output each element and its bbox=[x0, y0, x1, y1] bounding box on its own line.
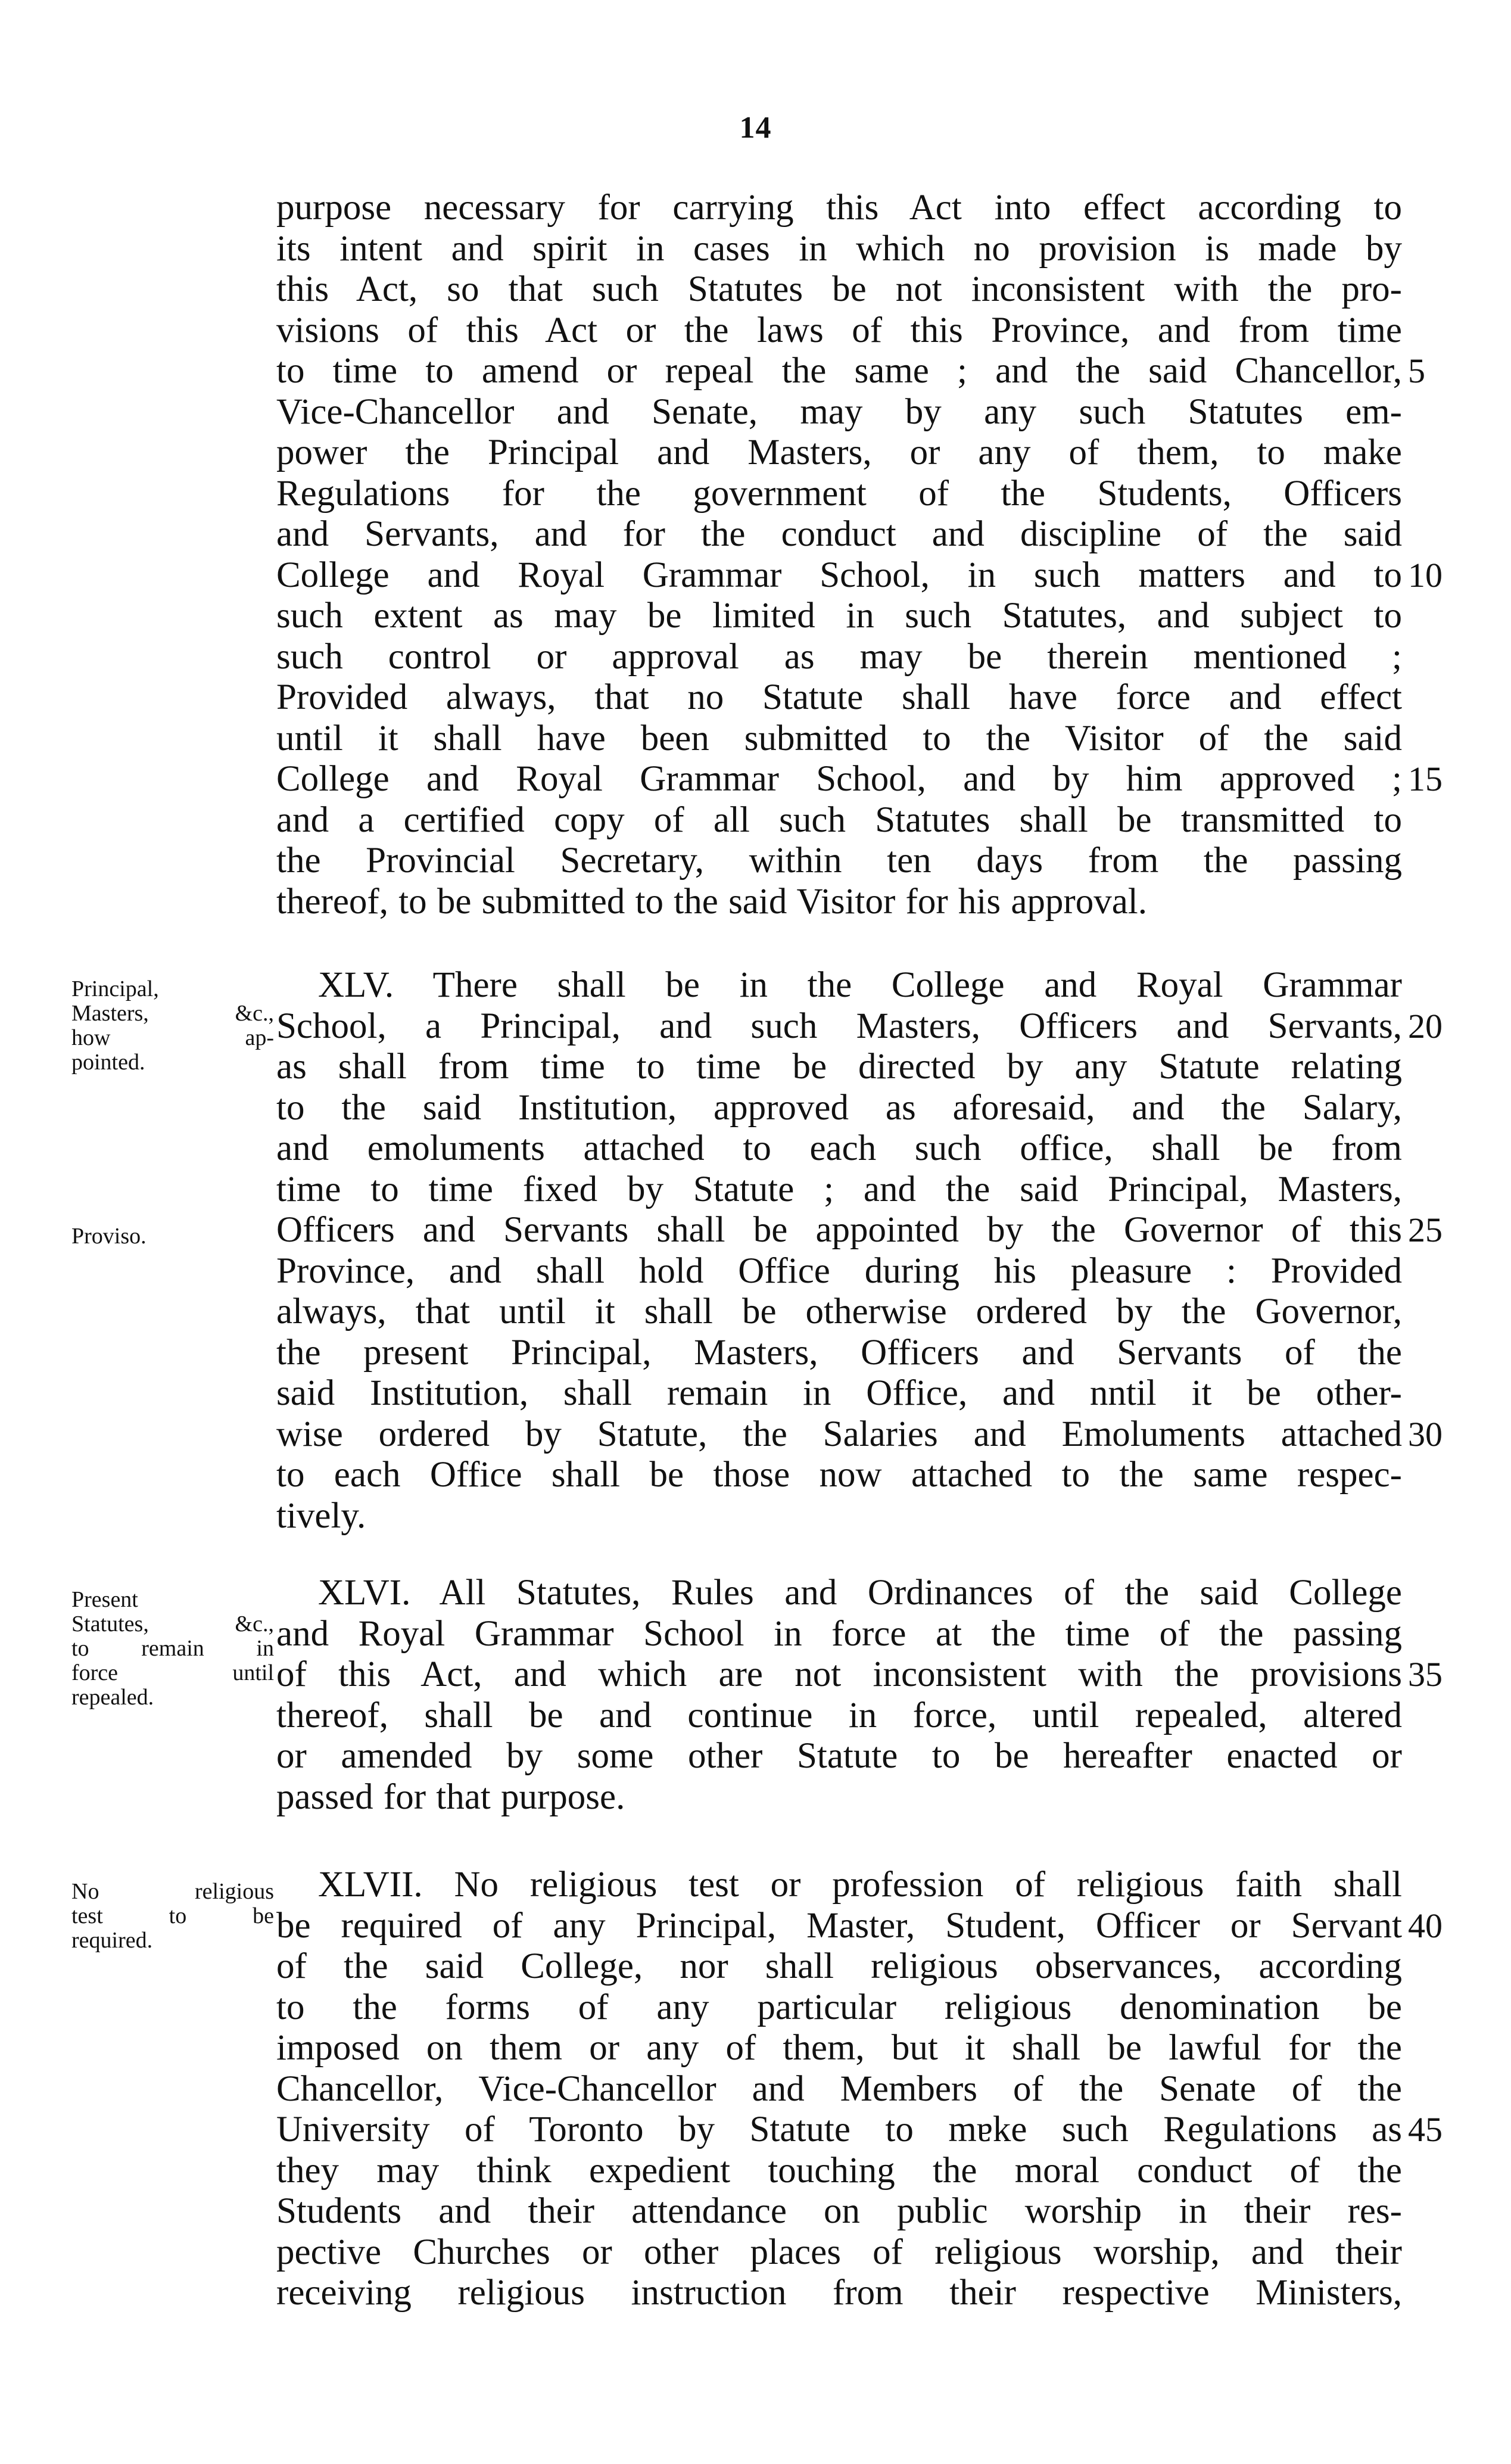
line-text: College and Royal Grammar School, in such matters and to bbox=[276, 555, 1402, 595]
text-line bbox=[276, 1654, 1443, 1695]
text-line bbox=[276, 841, 1402, 882]
line-text: University of Toronto by Statute to mɐke such Regulations as bbox=[276, 2110, 1402, 2149]
text-line bbox=[276, 2273, 1402, 2314]
text-line bbox=[276, 1333, 1402, 1374]
line-text: School, a Principal, and such Masters, Officers and Servants, bbox=[276, 1006, 1402, 1046]
line-text: always, that until it shall be otherwise ordered by the Governor, bbox=[276, 1292, 1402, 1331]
text-line bbox=[276, 1777, 1402, 1818]
line-text: of this Act, and which are not inconsistent with the provisions bbox=[276, 1654, 1402, 1694]
text-line bbox=[276, 310, 1402, 351]
line-text: wise ordered by Statute, the Salaries and Emoluments attached bbox=[276, 1414, 1402, 1454]
line-text: tively. bbox=[276, 1495, 366, 1536]
line-text: thereof, shall be and continue in force, until repealed, altered bbox=[276, 1695, 1402, 1735]
line-text: Students and their attendance on public worship in their res- bbox=[276, 2191, 1402, 2231]
margin-note-line: Masters, &c., bbox=[71, 1001, 274, 1026]
text-line bbox=[276, 188, 1402, 229]
margin-note-present-statutes bbox=[71, 1588, 274, 1710]
line-text: XLVI. All Statutes, Rules and Ordinances of the said College bbox=[318, 1573, 1402, 1613]
text-line bbox=[276, 1373, 1402, 1414]
text-line bbox=[276, 2069, 1402, 2110]
line-text: receiving religious instruction from their respective Ministers, bbox=[276, 2273, 1402, 2313]
margin-note-line: pointed. bbox=[71, 1050, 145, 1075]
text-line bbox=[276, 269, 1402, 310]
text-line bbox=[276, 1736, 1402, 1777]
line-text: time to time fixed by Statute ; and the said Principal, Masters, bbox=[276, 1169, 1402, 1209]
text-line bbox=[276, 882, 1402, 923]
line-number: 5 bbox=[1408, 351, 1425, 390]
line-number: 10 bbox=[1408, 555, 1443, 595]
text-line bbox=[276, 965, 1402, 1006]
line-text: such extent as may be limited in such Statutes, and subject to bbox=[276, 596, 1402, 636]
line-text: College and Royal Grammar School, and by him approved ; bbox=[276, 759, 1402, 799]
margin-note-line: Proviso. bbox=[71, 1224, 147, 1249]
text-line bbox=[276, 1006, 1443, 1047]
line-number: 40 bbox=[1408, 1906, 1443, 1945]
text-line bbox=[276, 637, 1402, 678]
line-text: Province, and shall hold Office during his pleasure : Provided bbox=[276, 1250, 1402, 1291]
line-text: be required of any Principal, Master, Student, Officer or Servant bbox=[276, 1905, 1402, 1946]
line-number: 25 bbox=[1408, 1211, 1443, 1249]
page-number: 14 bbox=[739, 111, 772, 145]
line-text: they may think expedient touching the moral conduct of the bbox=[276, 2150, 1402, 2191]
paragraph-continuation bbox=[276, 188, 1443, 922]
margin-note-line: No religious bbox=[71, 1879, 274, 1904]
text-line bbox=[276, 1047, 1402, 1088]
text-line bbox=[276, 596, 1402, 637]
text-line bbox=[276, 1128, 1402, 1169]
text-line bbox=[276, 474, 1402, 515]
line-text: its intent and spirit in cases in which no provision is made by bbox=[276, 228, 1402, 269]
line-text: purpose necessary for carrying this Act into effect according to bbox=[276, 188, 1402, 228]
text-line bbox=[276, 1251, 1402, 1292]
line-text: of the said College, nor shall religious observances, according bbox=[276, 1946, 1402, 1986]
line-text: and Servants, and for the conduct and discipline of the said bbox=[276, 514, 1402, 554]
line-text: to the forms of any particular religious denomination be bbox=[276, 1987, 1402, 2027]
line-text: and a certified copy of all such Statutes shall be transmitted to bbox=[276, 799, 1402, 840]
text-line bbox=[276, 718, 1402, 760]
text-line bbox=[276, 1292, 1402, 1333]
margin-note-line: how ap- bbox=[71, 1025, 274, 1050]
text-line bbox=[276, 433, 1402, 474]
line-text: or amended by some other Statute to be hereafter enacted or bbox=[276, 1736, 1402, 1776]
line-text: to time to amend or repeal the same ; and the said Chancellor, bbox=[276, 351, 1402, 391]
text-line bbox=[276, 1695, 1402, 1737]
line-text: XLVII. No religious test or profession of religious faith shall bbox=[318, 1865, 1402, 1905]
text-line bbox=[276, 1414, 1443, 1455]
text-line bbox=[276, 392, 1402, 433]
section-xlvii bbox=[276, 1865, 1443, 2314]
line-text: imposed on them or any of them, but it shall be lawful for the bbox=[276, 2028, 1402, 2068]
text-line bbox=[276, 1987, 1402, 2029]
margin-note-no-religious-test bbox=[71, 1880, 274, 1953]
line-text: passed for that purpose. bbox=[276, 1777, 625, 1817]
line-text: Provided always, that no Statute shall have force and effect bbox=[276, 677, 1402, 717]
text-line bbox=[276, 2151, 1402, 2192]
text-line bbox=[276, 1088, 1402, 1129]
text-line bbox=[276, 229, 1402, 270]
line-text: the present Principal, Masters, Officers and Servants of the bbox=[276, 1332, 1402, 1373]
line-text: XLV. There shall be in the College and Royal Grammar bbox=[318, 965, 1402, 1005]
line-number: 20 bbox=[1408, 1006, 1443, 1046]
line-text: this Act, so that such Statutes be not inconsistent with the pro- bbox=[276, 269, 1402, 309]
line-text: power the Principal and Masters, or any of them, to make bbox=[276, 433, 1402, 472]
margin-note-principal-masters bbox=[71, 977, 274, 1075]
line-text: and Royal Grammar School in force at the time of the passing bbox=[276, 1613, 1402, 1654]
section-xlv bbox=[276, 965, 1443, 1536]
text-line bbox=[276, 2028, 1402, 2069]
text-line bbox=[276, 2191, 1402, 2232]
text-line bbox=[276, 1865, 1402, 1906]
text-line bbox=[276, 1169, 1402, 1211]
line-text: thereof, to be submitted to the said Visitor for his approval. bbox=[276, 881, 1147, 922]
text-line bbox=[276, 1614, 1402, 1655]
text-line bbox=[276, 1573, 1402, 1614]
text-line bbox=[276, 351, 1425, 392]
margin-note-proviso bbox=[71, 1224, 274, 1249]
line-number: 45 bbox=[1408, 2110, 1443, 2149]
text-line bbox=[276, 1455, 1402, 1496]
text-line bbox=[276, 1210, 1443, 1251]
margin-note-line: force until bbox=[71, 1660, 274, 1685]
line-text: and emoluments attached to each such office, shall be from bbox=[276, 1128, 1402, 1168]
line-number: 35 bbox=[1408, 1655, 1443, 1694]
text-line bbox=[276, 2232, 1402, 2273]
margin-note-line: to remain in bbox=[71, 1636, 274, 1661]
line-text: said Institution, shall remain in Office, and nntil it be other- bbox=[276, 1373, 1402, 1413]
line-text: visions of this Act or the laws of this Province, and from time bbox=[276, 310, 1402, 350]
margin-note-line: Present bbox=[71, 1587, 138, 1612]
text-line bbox=[276, 514, 1402, 555]
margin-note-line: repealed. bbox=[71, 1685, 154, 1710]
line-number: 15 bbox=[1408, 760, 1443, 798]
line-text: Regulations for the government of the Students, Officers bbox=[276, 473, 1402, 514]
line-text: until it shall have been submitted to the Visitor of the said bbox=[276, 718, 1402, 758]
line-text: Officers and Servants shall be appointed by the Governor of this bbox=[276, 1210, 1402, 1250]
line-text: Chancellor, Vice-Chancellor and Members of the Senate of the bbox=[276, 2068, 1402, 2109]
text-line bbox=[276, 2110, 1443, 2151]
text-line bbox=[276, 1905, 1443, 1947]
margin-note-line: required. bbox=[71, 1928, 153, 1953]
line-text: to the said Institution, approved as aforesaid, and the Salary, bbox=[276, 1087, 1402, 1128]
text-line bbox=[276, 1496, 1402, 1537]
text-line bbox=[276, 555, 1443, 596]
text-line bbox=[276, 677, 1402, 718]
line-text: Vice-Chancellor and Senate, may by any such Statutes em- bbox=[276, 391, 1402, 432]
section-xlvi bbox=[276, 1573, 1443, 1818]
text-line bbox=[276, 1946, 1402, 1987]
line-text: as shall from time to time be directed by any Statute relating bbox=[276, 1047, 1402, 1087]
line-text: the Provincial Secretary, within ten days from the passing bbox=[276, 841, 1402, 881]
text-line bbox=[276, 759, 1443, 800]
line-number: 30 bbox=[1408, 1414, 1443, 1454]
margin-note-line: Statutes, &c., bbox=[71, 1611, 274, 1637]
margin-note-line: Principal, bbox=[71, 976, 159, 1001]
line-text: pective Churches or other places of religious worship, and their bbox=[276, 2232, 1402, 2272]
line-text: such control or approval as may be therein mentioned ; bbox=[276, 636, 1402, 677]
margin-note-line: test to be bbox=[71, 1903, 274, 1928]
line-text: to each Office shall be those now attached to the same respec- bbox=[276, 1455, 1402, 1495]
text-line bbox=[276, 800, 1402, 841]
